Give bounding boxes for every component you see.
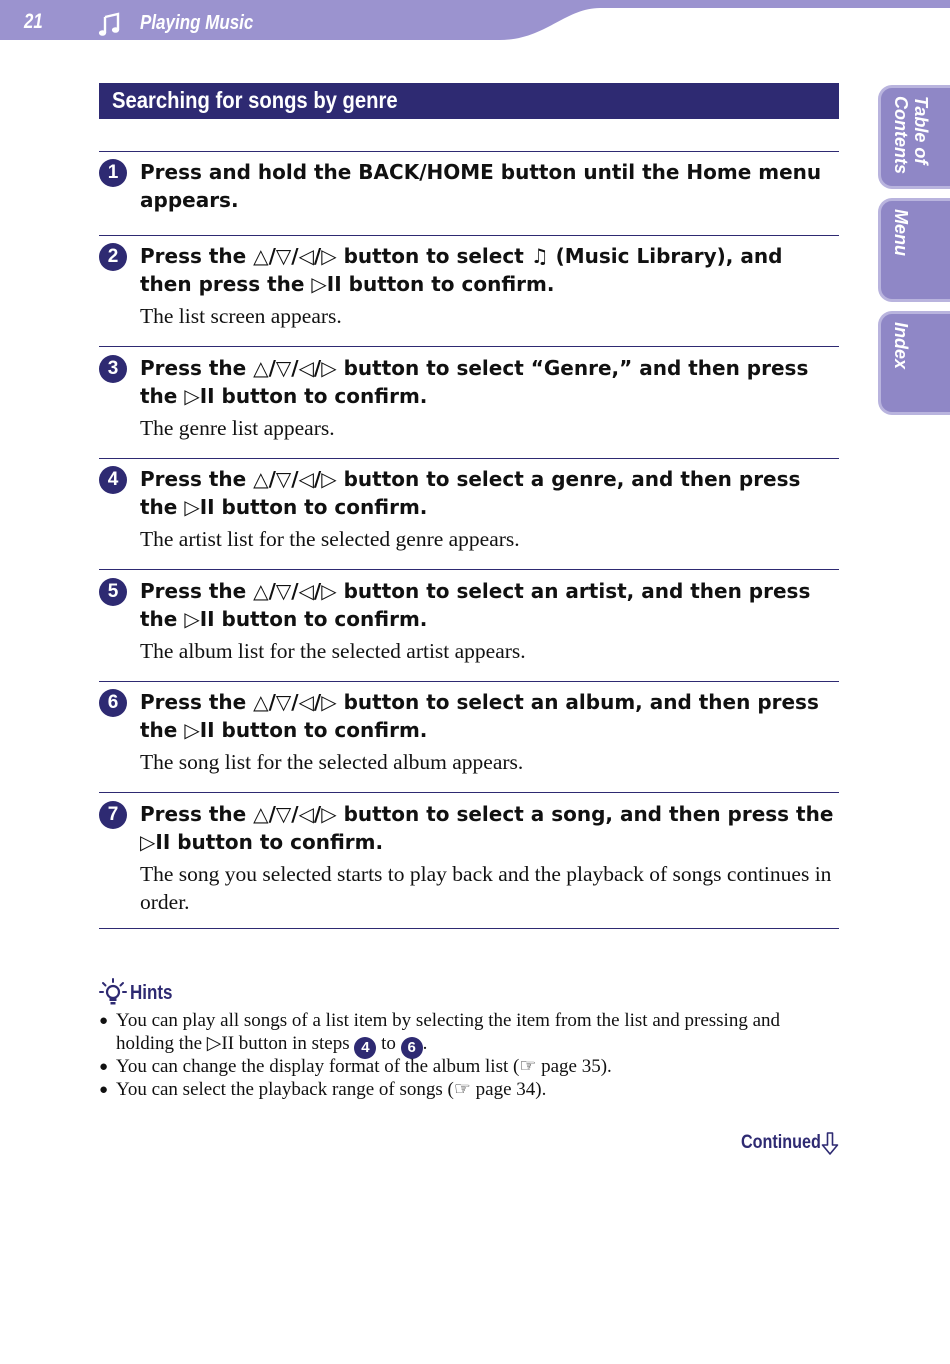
divider bbox=[99, 151, 839, 152]
step-number-badge: 1 bbox=[99, 159, 127, 187]
bullet: ● bbox=[99, 1013, 109, 1029]
divider bbox=[99, 458, 839, 459]
step-ref-badge: 4 bbox=[354, 1037, 376, 1059]
step-result: The genre list appears. bbox=[140, 416, 335, 440]
step-number-badge: 3 bbox=[99, 355, 127, 383]
step-ref-badge: 6 bbox=[401, 1037, 423, 1059]
hint-text: to bbox=[381, 1033, 396, 1054]
step-number-badge: 7 bbox=[99, 801, 127, 829]
hints-title: Hints bbox=[130, 982, 173, 1004]
tab-index[interactable] bbox=[878, 311, 950, 415]
step-instruction: Press and hold the BACK/HOME button until the Home menu appears. bbox=[140, 160, 822, 212]
lightbulb-icon bbox=[99, 978, 127, 1008]
divider bbox=[99, 928, 839, 929]
step-instruction: Press the △/▽/◁/▷ button to select ♫ (Music Library), and then press the ▷II button to confirm. bbox=[140, 244, 783, 296]
step-result: The album list for the selected artist appears. bbox=[140, 639, 526, 663]
step-instruction: Press the △/▽/◁/▷ button to select “Genre,” and then press the ▷II button to confirm. bbox=[140, 356, 809, 408]
step-instruction: Press the △/▽/◁/▷ button to select a song, and then press the ▷II button to confirm. bbox=[140, 802, 834, 854]
arrow-down-icon bbox=[821, 1132, 839, 1156]
step-result: The artist list for the selected genre appears. bbox=[140, 527, 520, 551]
tab-label: Table of Contents bbox=[891, 96, 931, 174]
hint-item[interactable]: You can change the display format of the album list (☞ page 35). bbox=[116, 1056, 612, 1077]
section-title-bar bbox=[99, 83, 839, 119]
step-instruction: Press the △/▽/◁/▷ button to select an artist, and then press the ▷II button to confirm. bbox=[140, 579, 811, 631]
continued-label: Continued bbox=[741, 1132, 821, 1153]
bullet: ● bbox=[99, 1082, 109, 1098]
step-number-badge: 5 bbox=[99, 578, 127, 606]
step-result: The song you selected starts to play back and the playback of songs continues in order. bbox=[140, 862, 832, 914]
step-number-badge: 6 bbox=[99, 689, 127, 717]
hint-text: You can play all songs of a list item by selecting the item from the list and pressing and holding the ▷II button in steps bbox=[116, 1010, 781, 1054]
section-label: Playing Music bbox=[140, 12, 254, 34]
step-number-badge: 4 bbox=[99, 466, 127, 494]
divider bbox=[99, 235, 839, 236]
hint-text: . bbox=[422, 1033, 428, 1054]
step-instruction: Press the △/▽/◁/▷ button to select an album, and then press the ▷II button to confirm. bbox=[140, 690, 819, 742]
divider bbox=[99, 792, 839, 793]
step-number-badge: 2 bbox=[99, 243, 127, 271]
bullet: ● bbox=[99, 1059, 109, 1075]
step-result: The song list for the selected album appears. bbox=[140, 750, 524, 774]
step-instruction: Press the △/▽/◁/▷ button to select a genre, and then press the ▷II button to confirm. bbox=[140, 467, 801, 519]
divider bbox=[99, 569, 839, 570]
hint-item[interactable]: You can select the playback range of songs (☞ page 34). bbox=[116, 1079, 547, 1100]
tab-label: Index bbox=[891, 322, 911, 370]
divider bbox=[99, 346, 839, 347]
music-note-icon bbox=[97, 12, 123, 38]
divider bbox=[99, 681, 839, 682]
page-number: 21 bbox=[24, 10, 43, 33]
tab-menu[interactable] bbox=[878, 198, 950, 302]
hint-item bbox=[116, 1009, 836, 1059]
step-result: The list screen appears. bbox=[140, 304, 342, 328]
page-title: Searching for songs by genre bbox=[112, 87, 398, 113]
tab-label: Menu bbox=[891, 209, 911, 256]
tab-table-of-contents[interactable] bbox=[878, 85, 950, 189]
